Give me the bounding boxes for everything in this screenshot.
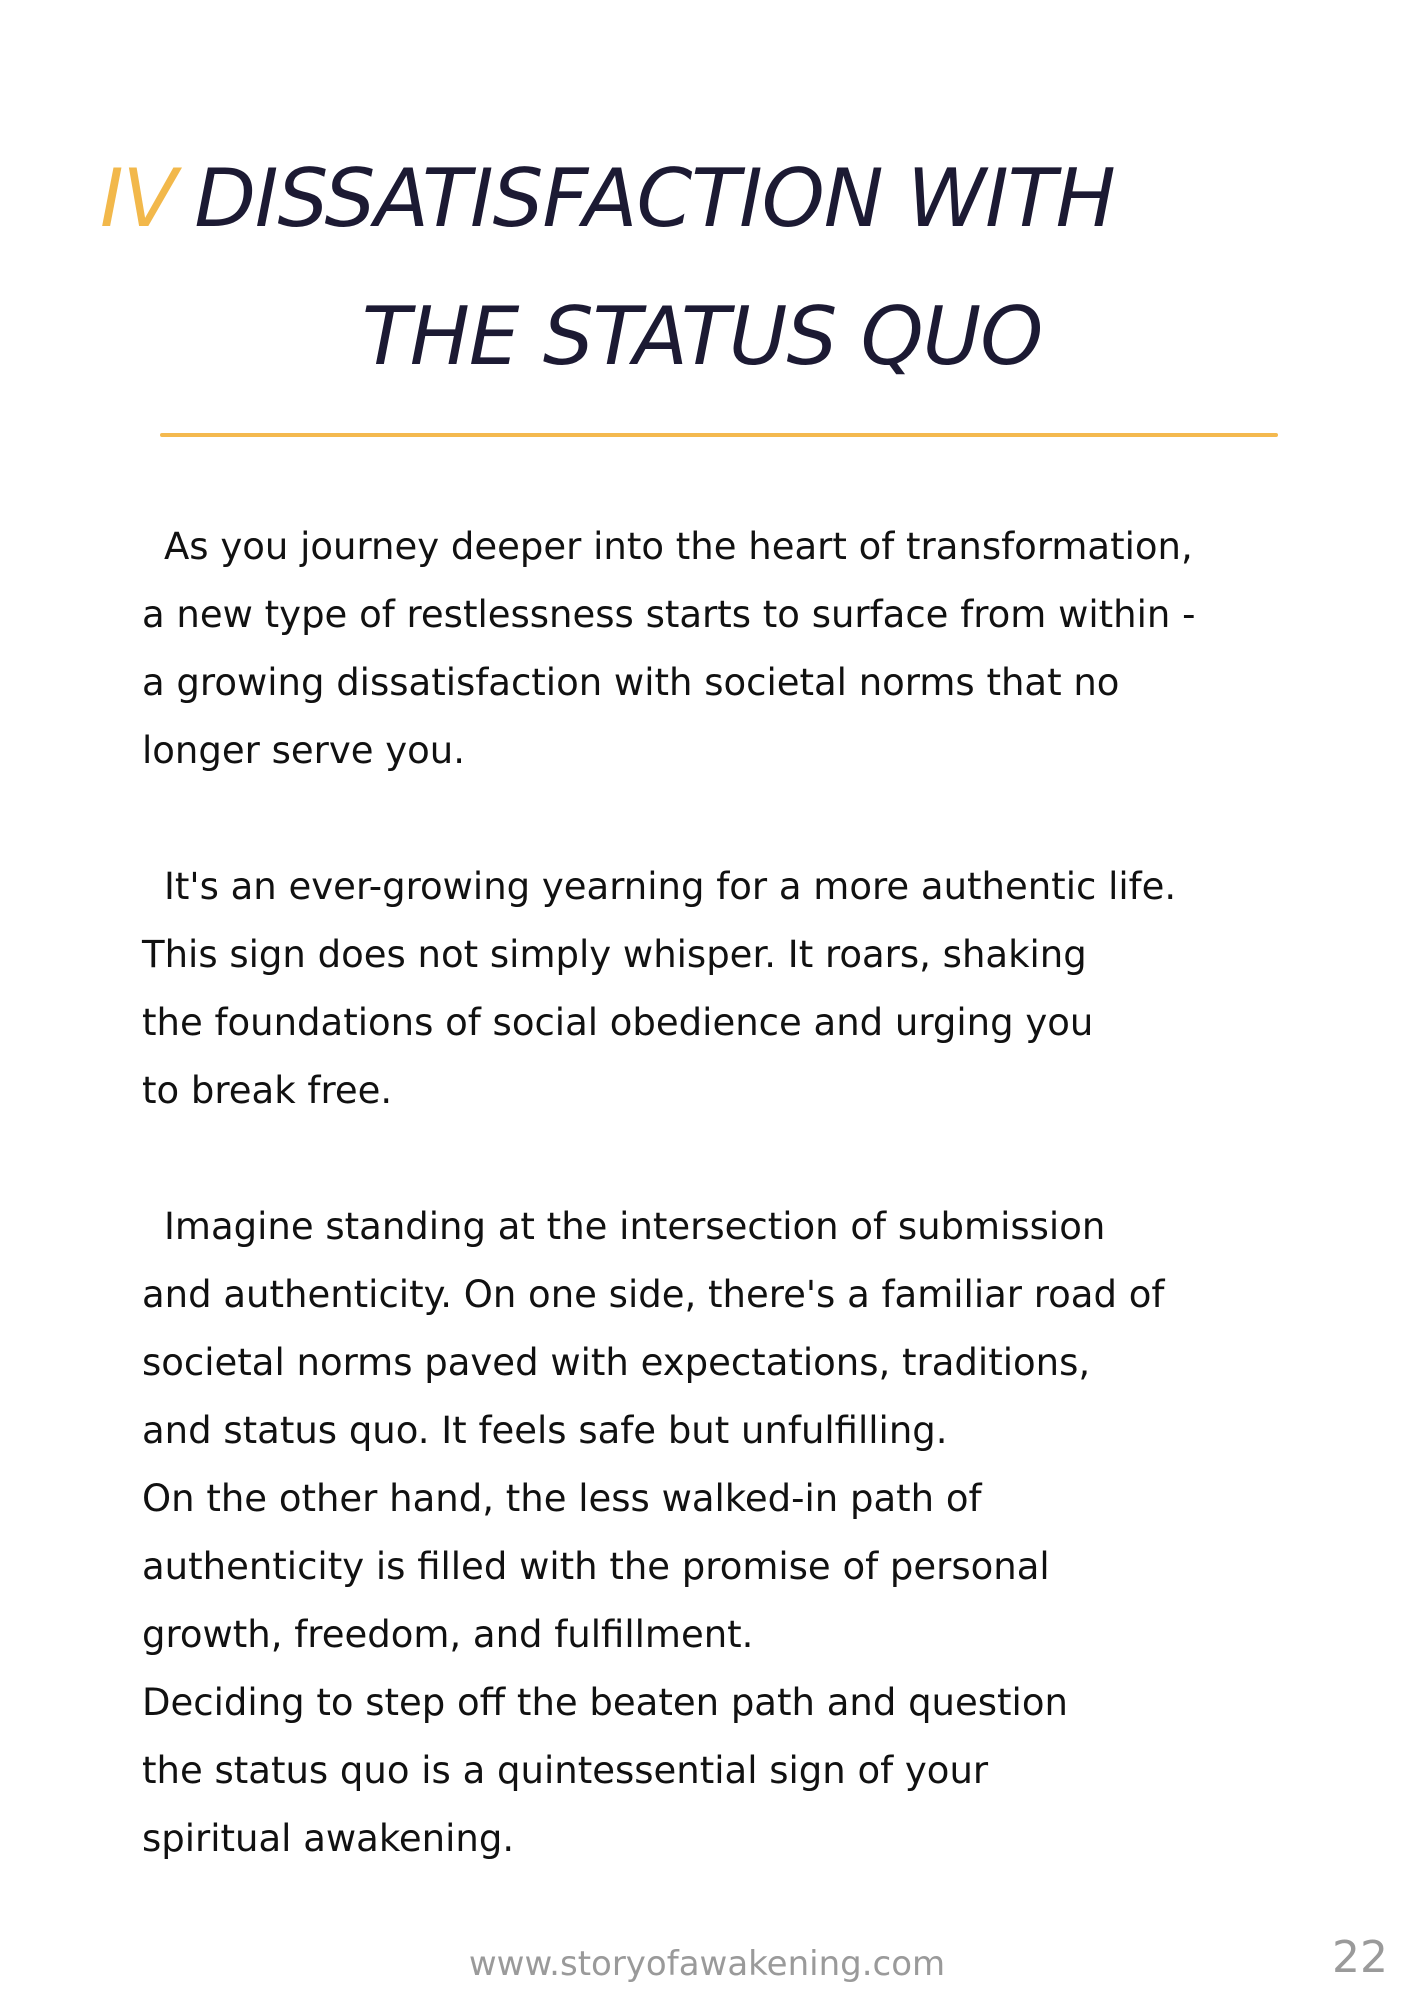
chapter-title-line-2: THE STATUS QUO [361, 290, 1043, 383]
paragraph-line: It's an ever-growing yearning for a more authentic life. [164, 865, 1177, 908]
footer-website-url: www.storyofawakening.com [468, 1944, 946, 1984]
paragraph-line: On the other hand, the less walked-in path of [142, 1477, 982, 1520]
paragraph-2 [142, 853, 1302, 1125]
paragraph-line: growth, freedom, and fulfillment. [142, 1613, 754, 1656]
chapter-title-line-1 [0, 130, 1414, 268]
paragraph-line: the status quo is a quintessential sign of your [142, 1749, 989, 1792]
body-text [142, 513, 1302, 1873]
chapter-title-text-1: DISSATISFACTION WITH [194, 152, 1115, 245]
title-divider [160, 433, 1278, 437]
chapter-title [0, 130, 1414, 406]
page-number: 22 [1332, 1932, 1388, 1983]
paragraph-line: longer serve you. [142, 729, 466, 772]
paragraph-line: This sign does not simply whisper. It roars, shaking [142, 933, 1087, 976]
paragraph-line: Imagine standing at the intersection of submission [164, 1205, 1106, 1248]
paragraph-line: societal norms paved with expectations, traditions, [142, 1341, 1091, 1384]
paragraph-line: Deciding to step off the beaten path and question [142, 1681, 1068, 1724]
paragraph-1 [142, 513, 1302, 785]
paragraph-3 [142, 1193, 1302, 1873]
paragraph-line: the foundations of social obedience and urging you [142, 1001, 1094, 1044]
paragraph-line: and status quo. It feels safe but unfulfilling. [142, 1409, 948, 1452]
chapter-numeral: IV [100, 152, 177, 245]
paragraph-line: spiritual awakening. [142, 1817, 515, 1860]
paragraph-line: a new type of restlessness starts to surface from within - [142, 593, 1196, 636]
paragraph-line: and authenticity. On one side, there's a familiar road of [142, 1273, 1165, 1316]
paragraph-line: to break free. [142, 1069, 393, 1112]
paragraph-line: authenticity is filled with the promise of personal [142, 1545, 1050, 1588]
paragraph-line: a growing dissatisfaction with societal norms that no [142, 661, 1120, 704]
paragraph-line: As you journey deeper into the heart of transformation, [164, 525, 1193, 568]
